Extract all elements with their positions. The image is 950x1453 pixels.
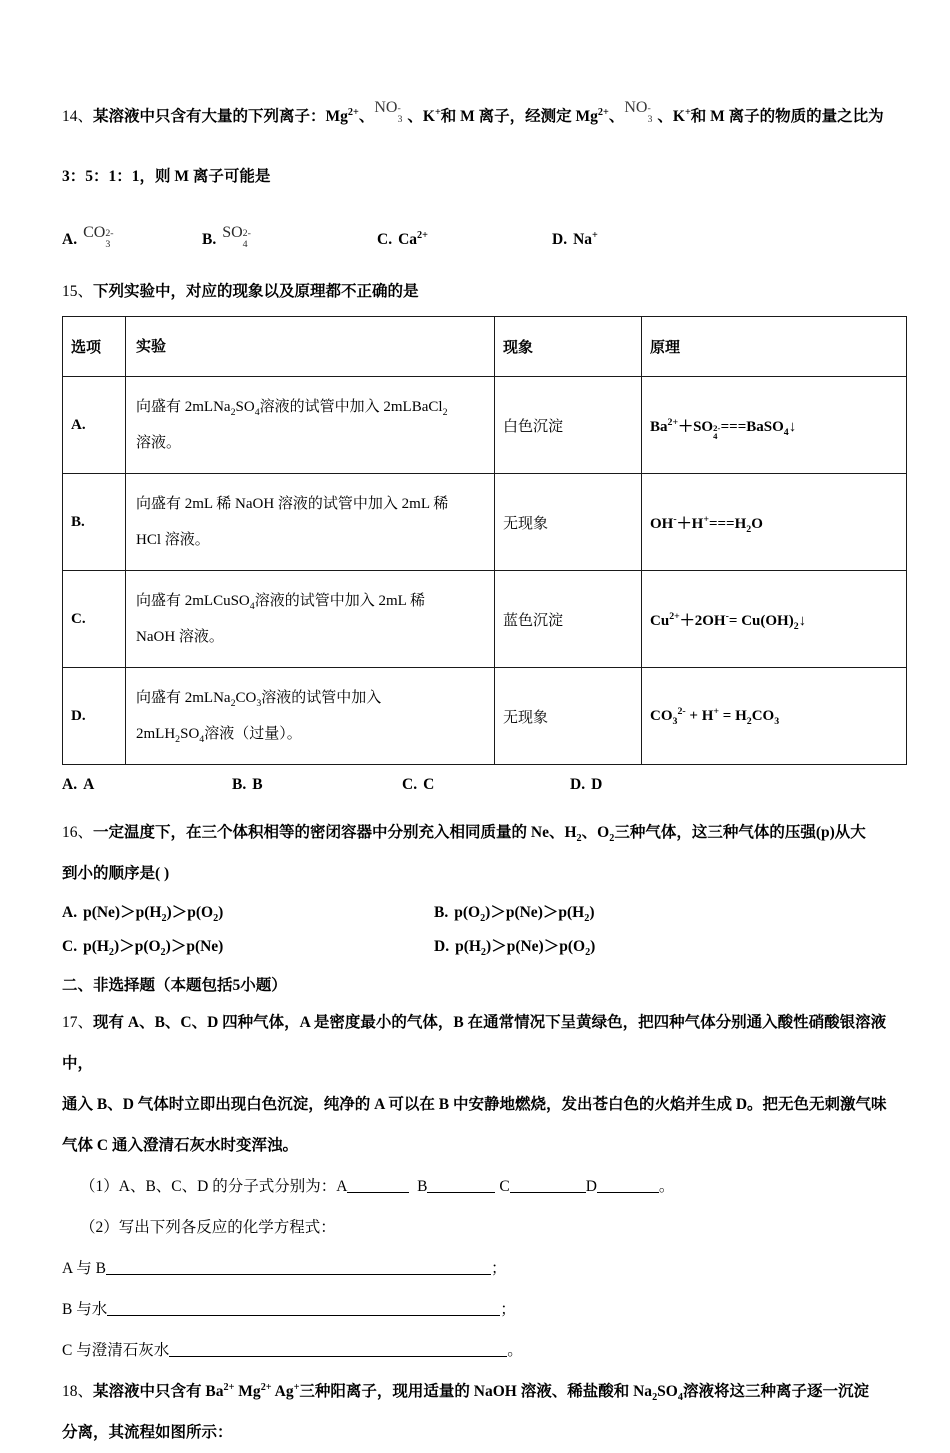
question-15-option-b[interactable] (232, 776, 402, 794)
mg-charge-1: 2+ (347, 106, 359, 118)
row-a-exp-a: 向盛有 2mLNa (136, 399, 231, 415)
question-17-eq-row-2 (62, 1289, 907, 1330)
carbonate-sup: 2- (105, 227, 114, 239)
row-d-co3-sup: 2- (677, 705, 686, 717)
q15-option-c-value: C (423, 776, 435, 793)
q16-option-a-text (83, 900, 224, 925)
question-14-option-d[interactable] (552, 213, 598, 249)
row-a-plus: ＋SO (678, 418, 714, 435)
question-17-stem-line3: 气体 C 通入澄清石灰水时变浑浊。 (62, 1137, 298, 1154)
row-c-prod-sub: 2 (793, 620, 799, 632)
q16c-p2: )＞p(O (114, 938, 161, 955)
eq-row-2-term: ； (500, 1301, 516, 1318)
q17-part1-suffix: 。 (658, 1178, 675, 1195)
question-14-number: 14、 (62, 108, 94, 125)
question-15-answer-options (62, 770, 907, 800)
q17-part1-prefix: （1）A、B、C、D 的分子式分别为：A (80, 1178, 348, 1195)
row-d-experiment (126, 668, 495, 765)
q16-option-a-label: A. (62, 904, 78, 921)
eq-row-1-label: A 与 B (62, 1260, 106, 1277)
option-a-label: A. (62, 231, 78, 248)
sep-4: 、K (657, 108, 685, 125)
q15-option-b-value: B (252, 776, 263, 793)
row-a-arrow: ↓ (788, 418, 797, 435)
carbonate-ion (83, 224, 115, 250)
carbonate-main: CO (83, 224, 106, 241)
q15-option-c-label: C. (402, 776, 418, 793)
q18-c: Ag (271, 1383, 294, 1400)
question-17-number: 17、 (62, 1014, 94, 1031)
row-a-so4-sub: 4 (713, 431, 718, 442)
row-c-prod: = Cu(OH) (728, 612, 794, 629)
row-d-option: D. (63, 668, 126, 765)
q16-option-d-text (455, 934, 596, 959)
row-c-experiment (126, 571, 495, 668)
option-b-label: B. (202, 231, 217, 248)
question-15-option-c[interactable] (402, 776, 570, 794)
question-16-option-c[interactable] (62, 934, 434, 959)
row-d-exp-a: 向盛有 2mLNa (136, 690, 231, 706)
row-b-h-sup: + (703, 513, 709, 525)
header-option: 选项 (63, 317, 126, 377)
sep-2: 、K (407, 108, 435, 125)
question-16-options-row1 (62, 894, 907, 928)
q18-mg-sup: 2+ (260, 1381, 272, 1393)
q16-h2-sub: 2 (576, 833, 582, 845)
row-a-option: A. (63, 377, 126, 474)
question-17-stem-line2: 通入 B、D 气体时立即出现白色沉淀，纯净的 A 可以在 B 中安静地燃烧，发出苍白色的火焰并生成 D。把无色无刺激气味 (62, 1096, 887, 1113)
question-15-option-d[interactable] (570, 776, 602, 794)
row-c-cu-sup: 2+ (669, 610, 680, 622)
section-2-title: 二、非选择题（本题包括5小题） (62, 977, 287, 994)
carbonate-sub: 3 (105, 238, 111, 250)
question-15-stem (62, 271, 907, 312)
q18-f: 溶液将这三种离子逐一沉淀 (682, 1383, 869, 1400)
sep-3: 、 (608, 108, 625, 125)
row-c-option: C. (63, 571, 126, 668)
row-d-co3: CO (650, 707, 673, 724)
row-a-exp-b: SO (235, 399, 255, 415)
q17-label-c: C (499, 1178, 510, 1195)
row-a-principle (642, 377, 907, 474)
row-a-exp-line2: 溶液。 (136, 435, 182, 451)
q18-b: Mg (234, 1383, 261, 1400)
q16a-p1: 2 (161, 913, 167, 925)
page-content (62, 96, 907, 1453)
row-b-experiment (126, 474, 495, 571)
row-d-exp-sub1: 2 (230, 698, 236, 709)
eq-row-3-label: C 与澄清石灰水 (62, 1342, 170, 1359)
nitrate-sub-2: 3 (647, 113, 653, 125)
q16-option-b-label: B. (434, 904, 449, 921)
question-16-stem-line2: 到小的顺序是( ) (62, 865, 170, 882)
k-charge-2: + (684, 106, 691, 118)
header-principle: 原理 (642, 317, 907, 377)
q15-option-b-label: B. (232, 776, 247, 793)
question-15 (62, 271, 907, 800)
row-d-co3b: CO (751, 707, 775, 724)
row-d-principle (642, 668, 907, 765)
q18-so4-sub: 4 (677, 1392, 683, 1404)
q16d-p1: 2 (480, 947, 487, 959)
row-d-exp2-sub2: 4 (199, 734, 205, 745)
q16-o2-sub: 2 (609, 833, 615, 845)
q17-label-d: D (585, 1178, 597, 1195)
question-14-stem-part1: 某溶液中只含有大量的下列离子：Mg (93, 108, 348, 125)
calcium-sup: 2+ (417, 229, 428, 241)
blank-c[interactable] (510, 1177, 586, 1194)
row-d-eq: = H (719, 707, 747, 724)
q16a-p2: )＞p(O (166, 904, 214, 921)
question-14-stem-part2: 和 M 离子，经测定 Mg (440, 108, 598, 125)
question-17-part2: （2）写出下列各反应的化学方程式： (80, 1219, 336, 1236)
table-header-row (63, 317, 907, 377)
question-14-stem (62, 96, 907, 138)
q18-d: 三种阳离子，现用适量的 NaOH 溶液、稀盐酸和 Na (299, 1383, 653, 1400)
calcium-ion (398, 231, 428, 249)
question-16-option-b[interactable] (434, 900, 595, 925)
experiment-table (62, 316, 907, 765)
row-a-phenomenon: 白色沉淀 (495, 377, 642, 474)
q16a-p3: 2 (213, 913, 219, 925)
row-d-exp2-a: 2mLH (136, 726, 176, 742)
q16c-p1: 2 (108, 947, 115, 959)
row-d-phenomenon: 无现象 (495, 668, 642, 765)
eq-row-3-blank[interactable] (169, 1341, 507, 1358)
q16-option-d-label: D. (434, 938, 450, 955)
row-c-arrow: ↓ (798, 612, 807, 629)
row-c-principle (642, 571, 907, 668)
table-row (63, 668, 907, 765)
question-15-stem-text: 下列实验中，对应的现象以及原理都不正确的是 (93, 283, 419, 300)
sulfate-ion (222, 224, 252, 250)
question-18-stem-line1 (62, 1371, 907, 1412)
question-14-stem-part3: 和 M 离子的物质的量之比为 (690, 108, 884, 125)
q18-ag-sup: + (293, 1381, 300, 1393)
row-b-o: O (751, 515, 763, 532)
row-b-option: B. (63, 474, 126, 571)
blank-a[interactable] (347, 1177, 409, 1194)
nitrate-sup-1: - (397, 102, 401, 114)
q16d-p4: ) (590, 938, 596, 955)
row-b-oh: OH (650, 515, 674, 532)
table-row (63, 474, 907, 571)
option-d-label: D. (552, 231, 568, 248)
row-c-cu: Cu (650, 612, 670, 629)
row-d-h: + H (685, 707, 714, 724)
eq-row-2-label: B 与水 (62, 1301, 108, 1318)
row-a-exp-sub2: 4 (254, 407, 260, 418)
question-16-option-d[interactable] (434, 934, 596, 959)
q16b-p3: 2 (584, 913, 590, 925)
header-experiment: 实验 (126, 317, 495, 377)
sodium-sup: + (592, 229, 598, 241)
row-c-exp-b: 溶液的试管中加入 2mL 稀 (254, 593, 425, 609)
q16d-p2: )＞p(Ne)＞p(O (486, 938, 586, 955)
question-16-options-row2 (62, 928, 907, 962)
q16-stem-c: 三种气体，这三种气体的压强(p)从大 (614, 824, 866, 841)
blank-d[interactable] (597, 1177, 659, 1194)
q16-option-b-text (454, 900, 595, 925)
question-14-option-c[interactable] (377, 213, 552, 249)
sulfate-sup: 2- (242, 227, 251, 239)
q18-a: 某溶液中只含有 Ba (93, 1383, 224, 1400)
sulfate-sub: 4 (242, 238, 248, 250)
row-b-phenomenon: 无现象 (495, 474, 642, 571)
q16-stem-b: 、O (581, 824, 610, 841)
question-17-stem-line1 (62, 1002, 907, 1084)
question-17-eq-row-3 (62, 1330, 907, 1371)
question-14 (62, 96, 907, 249)
q15-option-d-value: D (591, 776, 603, 793)
row-a-ba: Ba (650, 418, 668, 435)
row-c-phenomenon: 蓝色沉淀 (495, 571, 642, 668)
row-b-h: ＋H (676, 515, 704, 532)
q15-option-a-value: A (83, 776, 95, 793)
question-16-option-a[interactable] (62, 900, 434, 925)
eq-row-3-term: 。 (507, 1342, 523, 1359)
header-phenomenon: 现象 (495, 317, 642, 377)
sodium-ion (573, 231, 598, 249)
q18-e: SO (657, 1383, 678, 1400)
row-a-tail-sub: 4 (783, 426, 789, 438)
question-18-stem-line2: 分离，其流程如图所示： (62, 1424, 233, 1441)
q18-na2-sub: 2 (652, 1392, 658, 1404)
row-a-exp-sub3: 2 (442, 407, 448, 418)
row-d-h-sup: + (713, 705, 720, 717)
row-b-eq: ===H (708, 515, 747, 532)
row-a-experiment (126, 377, 495, 474)
row-d-exp2-sub1: 2 (175, 734, 181, 745)
row-a-ba-sup: 2+ (667, 416, 679, 428)
row-b-oh-sup: - (673, 513, 677, 525)
question-15-option-a[interactable] (62, 776, 232, 794)
row-d-exp2-c: 溶液（过量）。 (204, 726, 302, 742)
q16b-p2: )＞p(Ne)＞p(H (485, 904, 585, 921)
question-17 (62, 1002, 907, 1371)
calcium-main: Ca (398, 231, 418, 248)
row-d-co3-sub: 3 (672, 715, 678, 727)
nitrate-ion-1 (374, 87, 407, 129)
q17-label-b: B (417, 1178, 428, 1195)
nitrate-main-2: NO (624, 99, 648, 116)
q16c-p3: 2 (160, 947, 166, 959)
eq-row-1-term: ； (490, 1260, 507, 1277)
row-c-exp-sub: 4 (249, 601, 255, 612)
row-d-exp-c: 溶液的试管中加入 (261, 690, 382, 706)
q18-ba-sup: 2+ (223, 1381, 235, 1393)
question-14-option-b[interactable] (202, 213, 377, 249)
q15-option-d-label: D. (570, 776, 586, 793)
k-charge-1: + (434, 106, 441, 118)
q16-stem-a: 一定温度下，在三个体积相等的密闭容器中分别充入相同质量的 Ne、H (93, 824, 577, 841)
row-c-oh-sup: - (725, 610, 729, 622)
question-17-part1 (62, 1166, 907, 1207)
row-a-exp-sub1: 2 (230, 407, 236, 418)
question-14-option-a[interactable] (62, 213, 202, 249)
q16b-p4: ) (589, 904, 595, 921)
nitrate-ion-2 (624, 87, 657, 129)
question-18 (62, 1371, 907, 1453)
q16a-p0: p(Ne)＞p(H (83, 904, 162, 921)
nitrate-sup-2: - (647, 102, 651, 114)
question-14-options (62, 213, 907, 249)
q17-line1: 现有 A、B、C、D 四种气体，A 是密度最小的气体，B 在通常情况下呈黄绿色，把四种气体分别通入酸性硝酸银溶液中， (62, 1014, 887, 1072)
nitrate-sub-1: 3 (397, 113, 403, 125)
question-15-number: 15、 (62, 283, 94, 300)
row-b-h2-sub: 2 (746, 523, 752, 535)
nitrate-main-1: NO (374, 99, 398, 116)
row-d-exp-b: CO (235, 690, 257, 706)
question-16-stem (62, 812, 907, 853)
q15-option-a-label: A. (62, 776, 78, 793)
q16-option-c-label: C. (62, 938, 78, 955)
q16a-p4: ) (218, 904, 224, 921)
table-row (63, 377, 907, 474)
row-d-co3b-sub: 3 (774, 715, 780, 727)
row-a-so4-sup: 2- (713, 423, 721, 434)
row-b-exp-line2: HCl 溶液。 (136, 532, 210, 548)
row-d-h2-sub: 2 (746, 715, 752, 727)
question-14-stem-line2: 3：5：1：1，则 M 离子可能是 (62, 168, 271, 185)
option-c-label: C. (377, 231, 393, 248)
table-row (63, 571, 907, 668)
q16d-p0: p(H (455, 938, 481, 955)
eq-row-2-blank[interactable] (107, 1300, 500, 1317)
row-b-principle (642, 474, 907, 571)
mg-charge-2: 2+ (597, 106, 609, 118)
q16c-p0: p(H (83, 938, 109, 955)
row-c-oh: ＋2OH (679, 612, 726, 629)
question-18-number: 18、 (62, 1383, 94, 1400)
blank-b[interactable] (427, 1177, 495, 1194)
question-16-number: 16、 (62, 824, 94, 841)
row-d-exp-sub2: 3 (256, 698, 262, 709)
row-d-exp2-b: SO (180, 726, 200, 742)
sodium-main: Na (573, 231, 593, 248)
row-b-exp-line1: 向盛有 2mL 稀 NaOH 溶液的试管中加入 2mL 稀 (136, 496, 449, 512)
sep-1: 、 (358, 108, 375, 125)
q16c-p4: )＞p(Ne) (165, 938, 224, 955)
row-c-exp-line2: NaOH 溶液。 (136, 629, 224, 645)
sulfate-main: SO (222, 224, 243, 241)
q16b-p1: 2 (480, 913, 486, 925)
row-a-tail: ===BaSO (720, 418, 784, 435)
row-c-exp-a: 向盛有 2mLCuSO (136, 593, 250, 609)
q16d-p3: 2 (585, 947, 591, 959)
q16b-p0: p(O (454, 904, 481, 921)
eq-row-1-blank[interactable] (106, 1259, 491, 1276)
question-17-eq-row-1 (62, 1248, 907, 1289)
row-a-exp-c: 溶液的试管中加入 2mLBaCl (259, 399, 443, 415)
q16-option-c-text (83, 934, 224, 959)
question-16 (62, 812, 907, 962)
